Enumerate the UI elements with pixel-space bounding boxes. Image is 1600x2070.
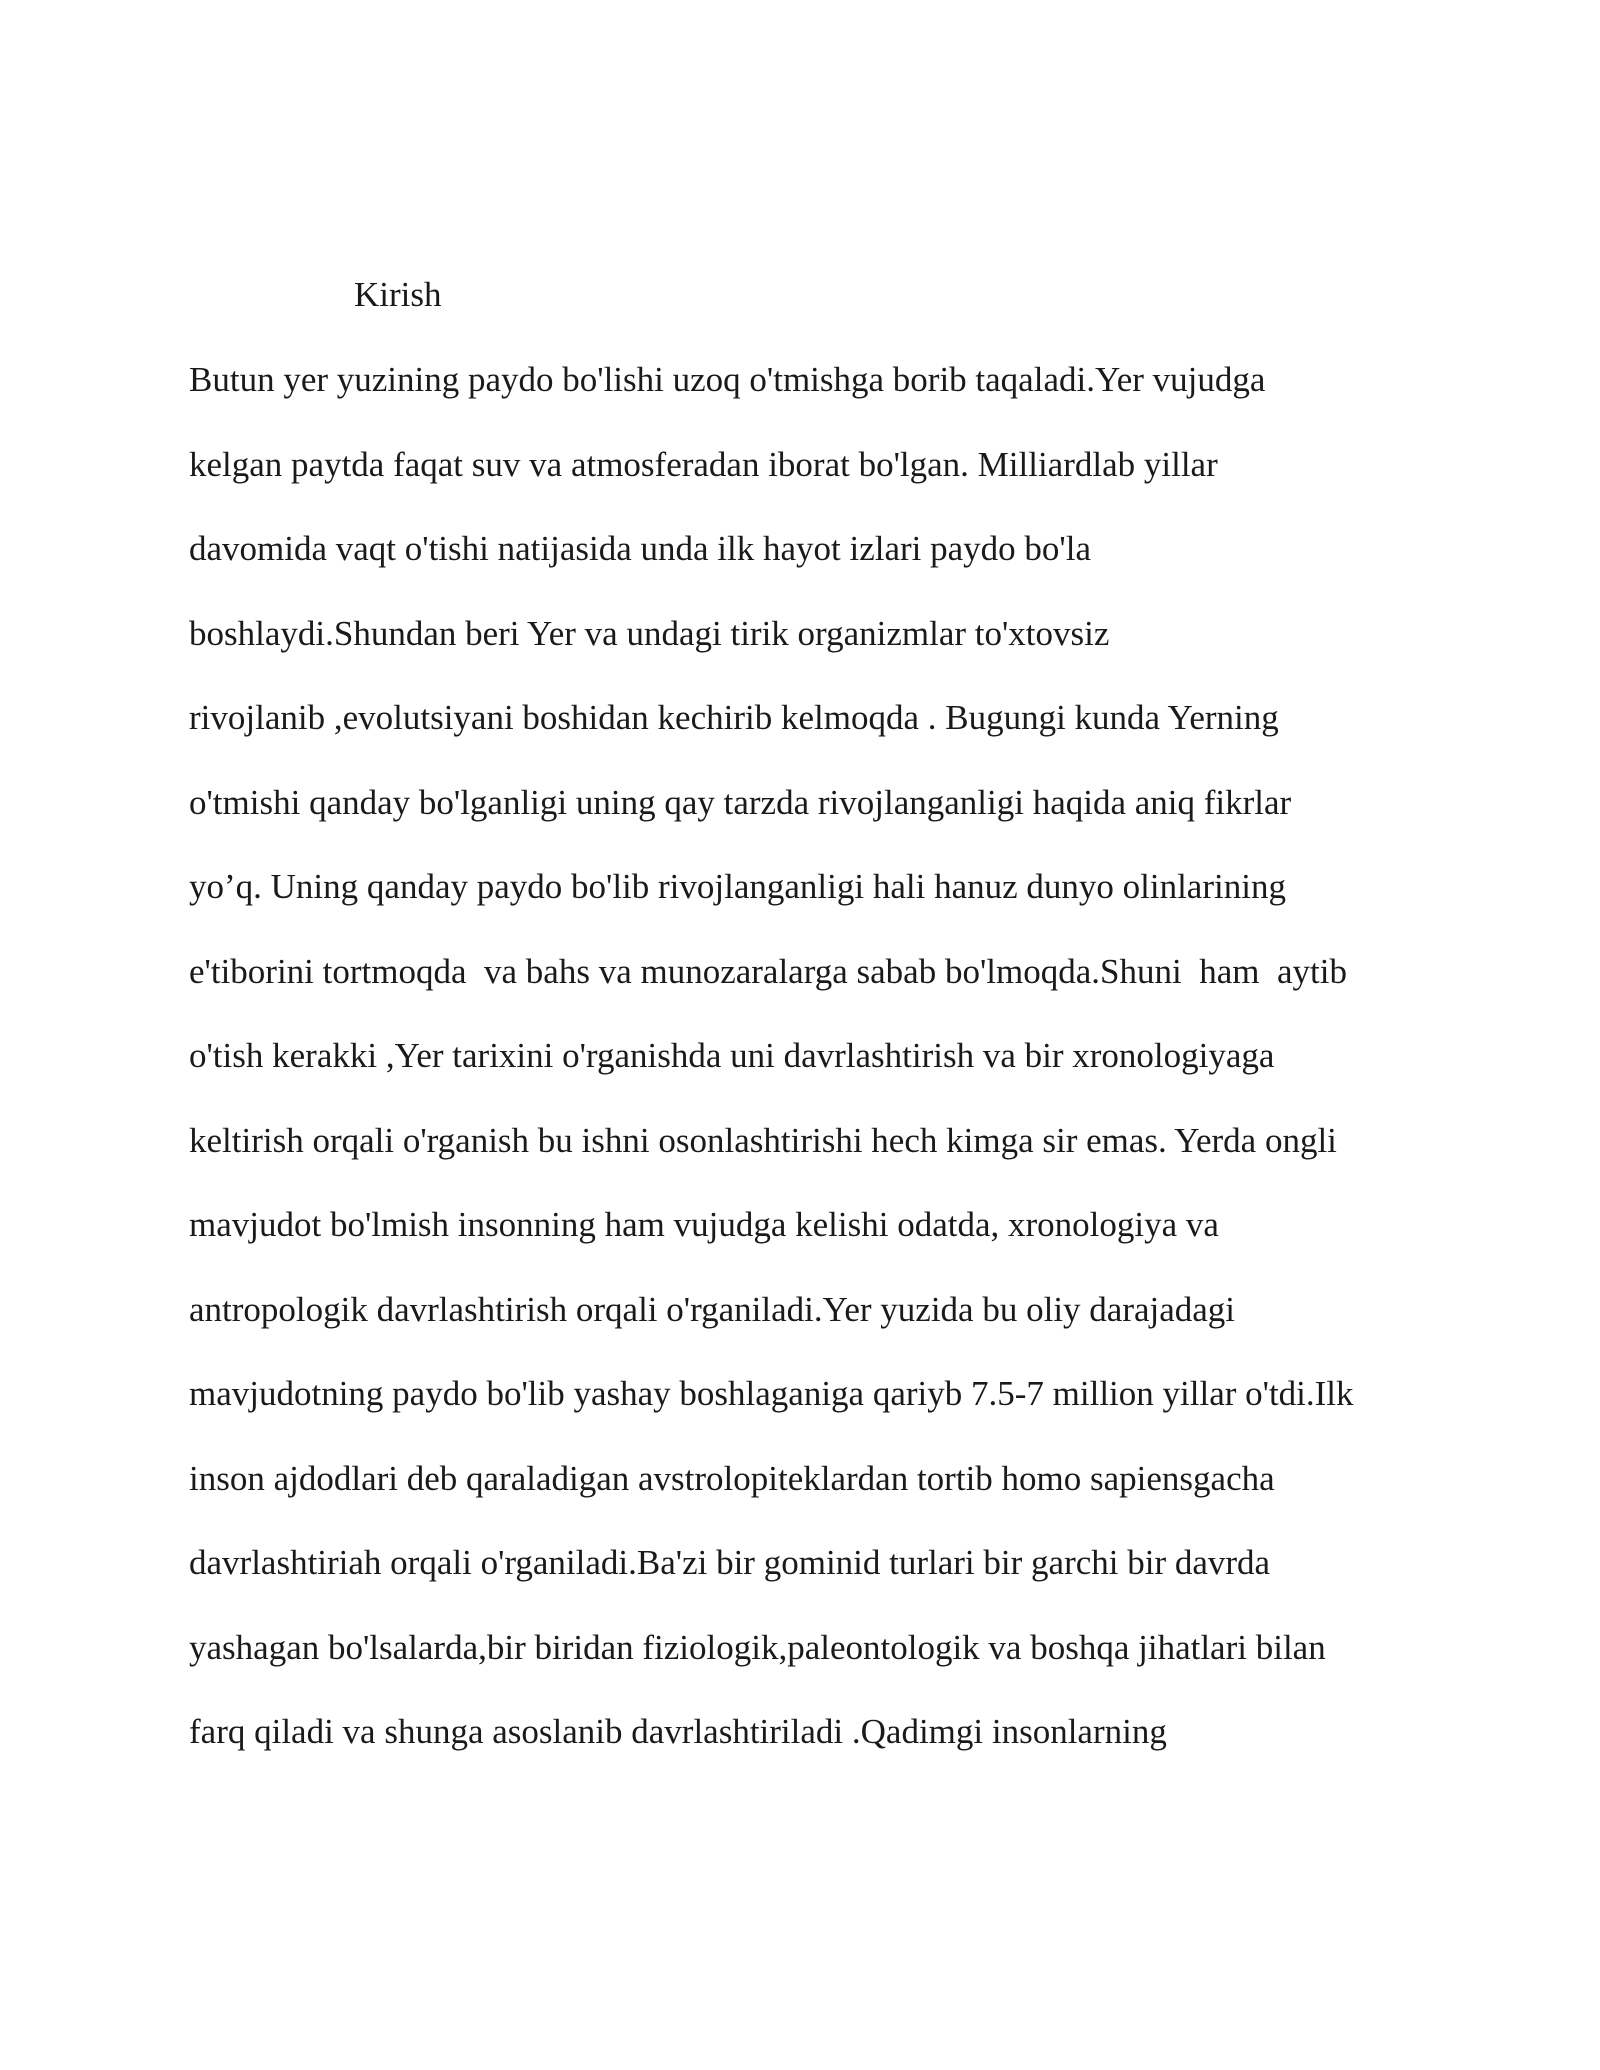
text-line: davomida vaqt o'tishi natijasida unda ilk hayot izlari paydo bo'la (189, 529, 1091, 568)
text-line: e'tiborini tortmoqda va bahs va munozaralarga sabab bo'lmoqda.Shuni ham aytib (189, 951, 1347, 991)
text-line: mavjudot bo'lmish insonning ham vujudga kelishi odatda, xronologiya va (189, 1205, 1219, 1244)
section-heading: Kirish (354, 275, 442, 314)
text-line: boshlaydi.Shundan beri Yer va undagi tirik organizmlar to'xtovsiz (189, 613, 1110, 653)
text-line: o'tish kerakki ,Yer tarixini o'rganishda uni davrlashtirish va bir xronologiyaga (189, 1036, 1275, 1075)
text-line: Butun yer yuzining paydo bo'lishi uzoq o'tmishga borib taqaladi.Yer vujudga (189, 360, 1266, 399)
text-line: o'tmishi qanday bo'lganligi uning qay tarzda rivojlanganligi haqida aniq fikrlar (189, 782, 1292, 822)
text-line: rivojlanib ,evolutsiyani boshidan kechirib kelmoqda . Bugungi kunda Yerning (189, 698, 1279, 737)
text-line: kelgan paytda faqat suv va atmosferadan iborat bo'lgan. Milliardlab yillar (189, 444, 1218, 484)
body-text (189, 355, 1489, 1792)
text-line: inson ajdodlari deb qaraladigan avstrolopiteklardan tortib homo sapiensgacha (189, 1458, 1275, 1498)
text-line: antropologik davrlashtirish orqali o'rganiladi.Yer yuzida bu oliy darajadagi (189, 1289, 1236, 1329)
text-line: yo’q. Uning qanday paydo bo'lib rivojlanganligi hali hanuz dunyo olinlarining (189, 867, 1286, 906)
text-line: keltirish orqali o'rganish bu ishni osonlashtirishi hech kimga sir emas. Yerda ongli (189, 1120, 1337, 1160)
text-line: davrlashtiriah orqali o'rganiladi.Ba'zi bir gominid turlari bir garchi bir davrda (189, 1543, 1271, 1582)
text-line: farq qiladi va shunga asoslanib davrlashtiriladi .Qadimgi insonlarning (189, 1712, 1167, 1751)
text-line: yashagan bo'lsalarda,bir biridan fiziologik,paleontologik va boshqa jihatlari bilan (189, 1627, 1326, 1667)
text-line: mavjudotning paydo bo'lib yashay boshlaganiga qariyb 7.5-7 million yillar o'tdi.Ilk (189, 1374, 1354, 1413)
